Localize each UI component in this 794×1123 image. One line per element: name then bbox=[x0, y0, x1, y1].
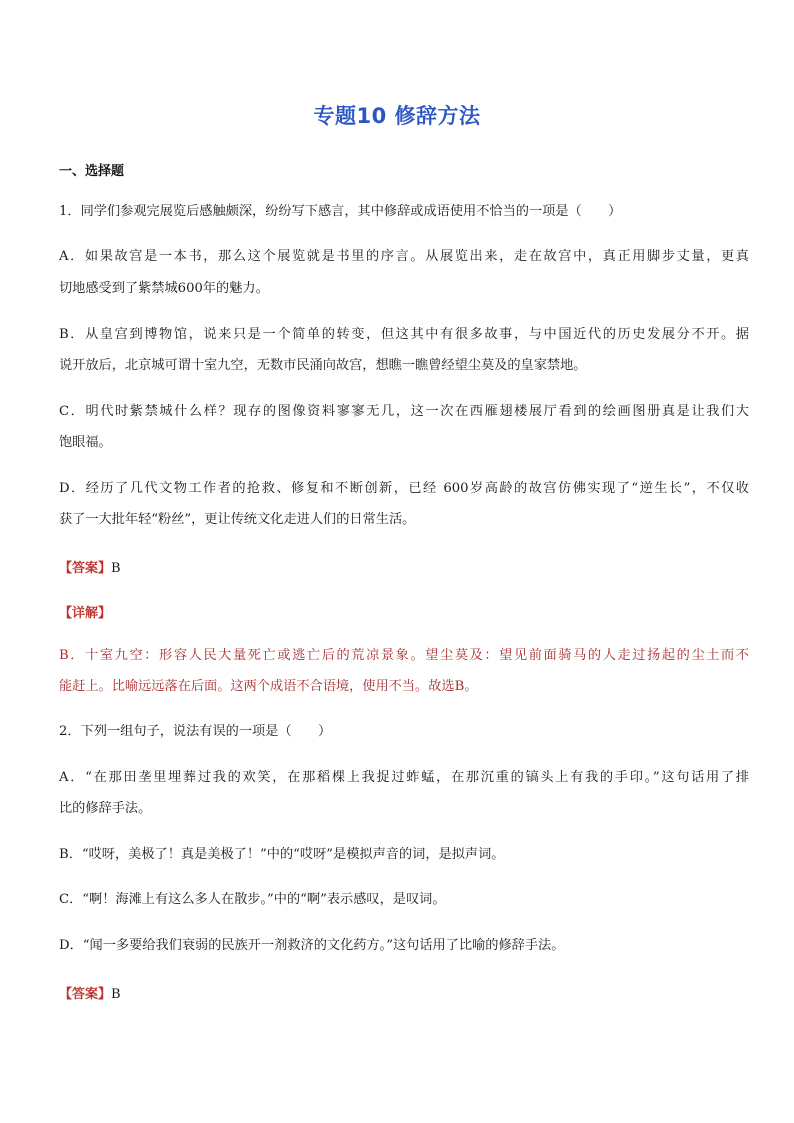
q2-answer bbox=[59, 983, 121, 1002]
q1-option-b-line1: B．从皇宫到博物馆，说来只是一个简单的转变，但这其中有很多故事，与中国近代的历史发展分不开。据 bbox=[59, 327, 749, 342]
q2-option-b: B．“哎呀，美极了！真是美极了！”中的“哎呀”是模拟声音的词，是拟声词。 bbox=[59, 847, 505, 862]
q1-detail-label: 【详解】 bbox=[59, 606, 112, 621]
q1-detail-line2: 能赶上。比喻远远落在后面。这两个成语不合语境，使用不当。故选B。 bbox=[59, 679, 478, 694]
q2-answer-label: 【答案】 bbox=[59, 987, 112, 1002]
section-heading: 一、选择题 bbox=[59, 164, 125, 179]
q1-stem: 1．同学们参观完展览后感触颇深，纷纷写下感言，其中修辞或成语使用不恰当的一项是（ ） bbox=[59, 204, 622, 219]
q1-answer bbox=[59, 557, 121, 576]
q1-option-b-line2: 说开放后，北京城可谓十室九空，无数市民涌向故宫，想瞧一瞧曾经望尘莫及的皇家禁地。 bbox=[59, 358, 587, 373]
q1-answer-value: B bbox=[111, 561, 121, 576]
q2-option-a-line2: 比的修辞手法。 bbox=[59, 801, 152, 816]
q2-option-c: C．“啊！海滩上有这么多人在散步。”中的“啊”表示感叹，是叹词。 bbox=[59, 892, 446, 907]
q1-option-c-line2: 饱眼福。 bbox=[59, 435, 112, 450]
q2-answer-value: B bbox=[111, 987, 121, 1002]
q1-option-c-line1: C．明代时紫禁城什么样？现存的图像资料寥寥无几，这一次在西雁翅楼展厅看到的绘画图册真是让我们大 bbox=[59, 404, 749, 419]
q1-detail-line1: B．十室九空：形容人民大量死亡或逃亡后的荒凉景象。望尘莫及：望见前面骑马的人走过扬起的尘土而不 bbox=[59, 648, 749, 663]
q1-answer-label: 【答案】 bbox=[59, 561, 112, 576]
q2-option-d: D．“闻一多要给我们衰弱的民族开一剂救济的文化药方。”这句话用了比喻的修辞手法。 bbox=[59, 938, 565, 953]
q1-option-a-line1: A．如果故宫是一本书，那么这个展览就是书里的序言。从展览出来，走在故宫中，真正用脚步丈量，更真 bbox=[59, 249, 749, 264]
q1-option-d-line2: 获了一大批年轻“粉丝”，更让传统文化走进人们的日常生活。 bbox=[59, 512, 416, 527]
q2-stem: 2．下列一组句子，说法有误的一项是（ ） bbox=[59, 724, 332, 739]
page-title: 专题10 修辞方法 bbox=[313, 104, 481, 128]
q1-option-d-line1: D．经历了几代文物工作者的抢救、修复和不断创新，已经 600岁高龄的故宫仿佛实现了“逆生长”，不仅收 bbox=[59, 481, 749, 496]
q2-option-a-line1: A．“在那田垄里埋葬过我的欢笑，在那稻棵上我捉过蚱蜢，在那沉重的镐头上有我的手印。”这句话用了排 bbox=[59, 770, 749, 785]
q1-option-a-line2: 切地感受到了紫禁城600年的魅力。 bbox=[59, 281, 269, 296]
